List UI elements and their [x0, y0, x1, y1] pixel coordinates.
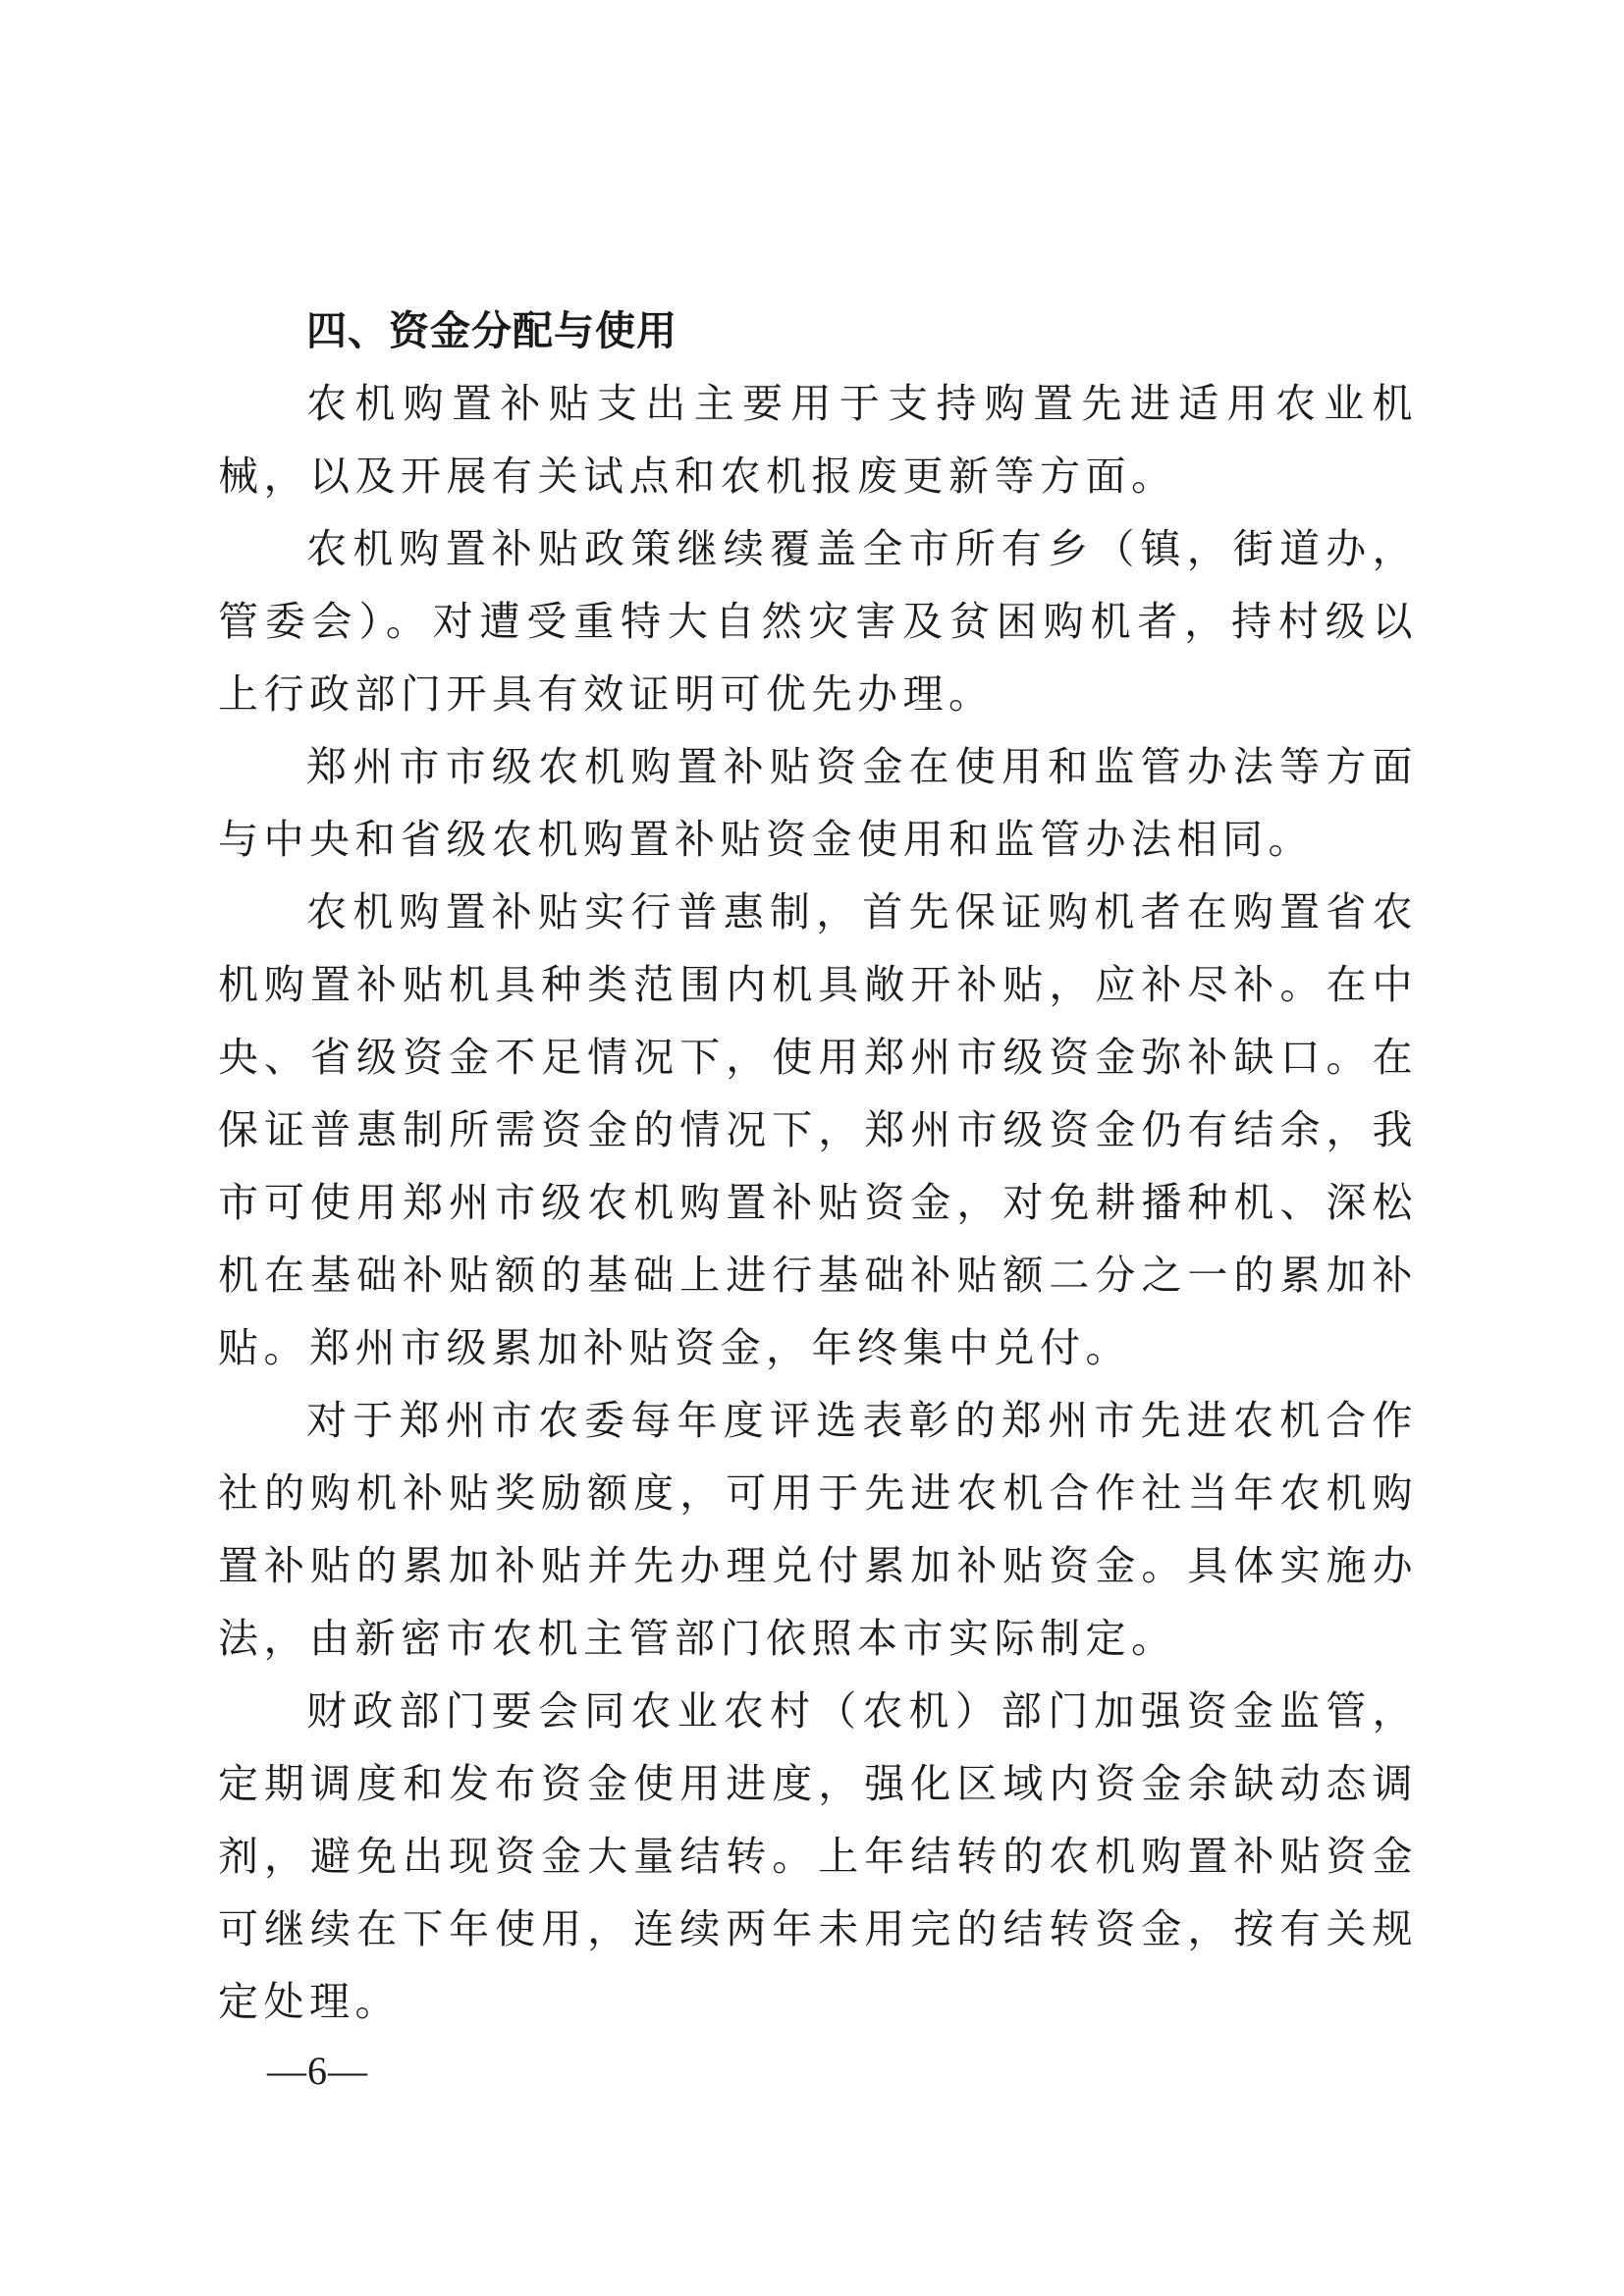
paragraph: 农机购置补贴支出主要用于支持购置先进适用农业机械，以及开展有关试点和农机报废更新等方面。: [218, 380, 1418, 500]
paragraph: 对于郑州市农委每年度评选表彰的郑州市先进农机合作社的购机补贴奖励额度，可用于先进农机合作社当年农机购置补贴的累加补贴并先办理兑付累加补贴资金。具体实施办法，由新密市农机主管部门依照本市实际制定。: [218, 1397, 1418, 1662]
section-heading: 四、资金分配与使用: [306, 307, 677, 354]
document-body: [218, 294, 1418, 2038]
paragraph: 郑州市市级农机购置补贴资金在使用和监管办法等方面与中央和省级农机购置补贴资金使用和监管办法相同。: [218, 743, 1418, 863]
paragraph: 农机购置补贴政策继续覆盖全市所有乡（镇，街道办，管委会）。对遭受重特大自然灾害及贫困购机者，持村级以上行政部门开具有效证明可优先办理。: [218, 525, 1418, 718]
paragraph: 财政部门要会同农业农村（农机）部门加强资金监管，定期调度和发布资金使用进度，强化区域内资金余缺动态调剂，避免出现资金大量结转。上年结转的农机购置补贴资金可继续在下年使用，连续两年未用完的结转资金，按有关规定处理。: [218, 1687, 1418, 2025]
paragraph: 农机购置补贴实行普惠制，首先保证购机者在购置省农机购置补贴机具种类范围内机具敞开补贴，应补尽补。在中央、省级资金不足情况下，使用郑州市级资金弥补缺口。在保证普惠制所需资金的情况下，郑州市级资金仍有结余，我市可使用郑州市级农机购置补贴资金，对免耕播种机、深松机在基础补贴额的基础上进行基础补贴额二分之一的累加补贴。郑州市级累加补贴资金，年终集中兑付。: [218, 888, 1418, 1371]
page-number: —6—: [267, 2049, 368, 2093]
